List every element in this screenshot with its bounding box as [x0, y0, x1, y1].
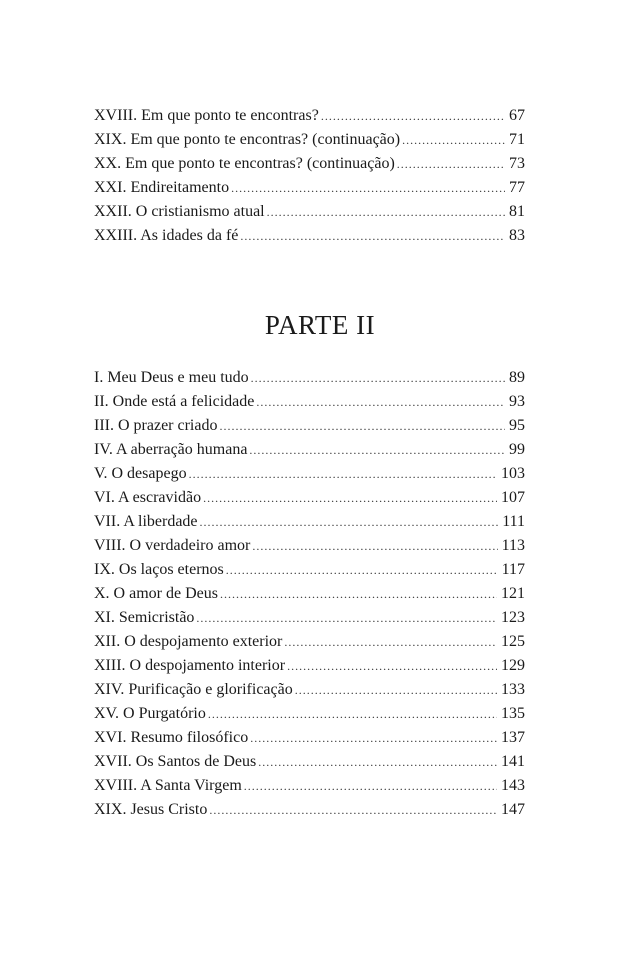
toc-entry	[94, 654, 525, 678]
dot-leader	[231, 176, 505, 200]
toc-entry	[94, 414, 525, 438]
toc-entry-page-number: 107	[501, 489, 525, 506]
toc-entry-page-number: 129	[501, 657, 525, 674]
toc-entry-title: XVIII. Em que ponto te encontras?	[94, 107, 319, 124]
toc-entry-page-number: 103	[501, 465, 525, 482]
toc-entry-title: VI. A escravidão	[94, 489, 202, 506]
dot-leader	[250, 726, 497, 750]
dot-leader	[196, 606, 497, 630]
toc-entry-title: XXIII. As idades da fé	[94, 227, 239, 244]
toc-entry	[94, 534, 525, 558]
toc-entry	[94, 200, 525, 224]
part-heading: PARTE II	[264, 310, 376, 340]
toc-entry	[94, 630, 525, 654]
dot-leader	[258, 750, 497, 774]
toc-entry-page-number: 111	[502, 513, 525, 530]
toc-entry-title: XI. Semicristão	[94, 609, 195, 626]
toc-entry-title: XVII. Os Santos de Deus	[94, 753, 257, 770]
toc-entry-page-number: 93	[509, 393, 525, 410]
dot-leader	[252, 534, 497, 558]
toc-entry	[94, 366, 525, 390]
toc-entry-title: VIII. O verdadeiro amor	[94, 537, 251, 554]
toc-entry	[94, 128, 525, 152]
toc-entry	[94, 678, 525, 702]
toc-entry-page-number: 99	[509, 441, 525, 458]
toc-entry-page-number: 147	[501, 801, 525, 818]
toc-entry	[94, 462, 525, 486]
toc-entry-title: XX. Em que ponto te encontras? (continuação)	[94, 155, 395, 172]
toc-entry-title: XII. O despojamento exterior	[94, 633, 283, 650]
toc-entry	[94, 510, 525, 534]
toc-entry	[94, 390, 525, 414]
toc-entry-page-number: 95	[509, 417, 525, 434]
dot-leader	[203, 486, 497, 510]
toc-entry	[94, 726, 525, 750]
toc-entry-page-number: 143	[501, 777, 525, 794]
toc-entry	[94, 750, 525, 774]
toc-list-part2	[94, 366, 525, 822]
toc-entry-title: XIII. O despojamento interior	[94, 657, 286, 674]
dot-leader	[220, 582, 497, 606]
toc-entry	[94, 176, 525, 200]
toc-entry-title: XIX. Em que ponto te encontras? (continuação)	[94, 131, 401, 148]
dot-leader	[208, 702, 497, 726]
toc-entry	[94, 582, 525, 606]
toc-entry-title: X. O amor de Deus	[94, 585, 218, 602]
toc-entry	[94, 104, 525, 128]
toc-entry-page-number: 83	[509, 227, 525, 244]
dot-leader	[226, 558, 498, 582]
dot-leader	[209, 798, 497, 822]
toc-entry-page-number: 67	[509, 107, 525, 124]
toc-entry	[94, 152, 525, 176]
toc-entry-page-number: 123	[501, 609, 525, 626]
dot-leader	[240, 224, 505, 248]
toc-entry-page-number: 71	[509, 131, 525, 148]
dot-leader	[244, 774, 497, 798]
toc-entry	[94, 702, 525, 726]
toc-entry-title: I. Meu Deus e meu tudo	[94, 369, 249, 386]
dot-leader	[397, 152, 505, 176]
toc-entry-title: XV. O Purgatório	[94, 705, 206, 722]
toc-entry-page-number: 73	[509, 155, 525, 172]
toc-list-part1-continued	[94, 104, 525, 248]
toc-entry-title: XIX. Jesus Cristo	[94, 801, 208, 818]
toc-entry	[94, 558, 525, 582]
dot-leader	[402, 128, 505, 152]
toc-entry-title: VII. A liberdade	[94, 513, 198, 530]
toc-entry-page-number: 117	[501, 561, 525, 578]
toc-entry-page-number: 141	[501, 753, 525, 770]
toc-entry-title: XVI. Resumo filosófico	[94, 729, 249, 746]
dot-leader	[256, 390, 505, 414]
dot-leader	[295, 678, 497, 702]
dot-leader	[200, 510, 499, 534]
toc-entry	[94, 798, 525, 822]
toc-entry-page-number: 125	[501, 633, 525, 650]
toc-entry-page-number: 81	[509, 203, 525, 220]
toc-entry-page-number: 135	[501, 705, 525, 722]
toc-entry	[94, 774, 525, 798]
dot-leader	[249, 438, 505, 462]
dot-leader	[321, 104, 505, 128]
toc-entry-page-number: 77	[509, 179, 525, 196]
toc-entry-page-number: 113	[501, 537, 525, 554]
dot-leader	[267, 200, 505, 224]
toc-entry-page-number: 137	[501, 729, 525, 746]
toc-entry-page-number: 89	[509, 369, 525, 386]
toc-entry-page-number: 121	[501, 585, 525, 602]
toc-entry-title: IX. Os laços eternos	[94, 561, 224, 578]
dot-leader	[251, 366, 505, 390]
dot-leader	[219, 414, 505, 438]
toc-entry-page-number: 133	[501, 681, 525, 698]
dot-leader	[189, 462, 497, 486]
toc-entry-title: IV. A aberração humana	[94, 441, 248, 458]
toc-entry-title: XVIII. A Santa Virgem	[94, 777, 242, 794]
toc-entry-title: XXI. Endireitamento	[94, 179, 230, 196]
toc-entry	[94, 438, 525, 462]
toc-entry-title: II. Onde está a felicidade	[94, 393, 255, 410]
toc-entry-title: V. O desapego	[94, 465, 187, 482]
toc-entry	[94, 486, 525, 510]
toc-entry-title: III. O prazer criado	[94, 417, 218, 434]
toc-entry-title: XXII. O cristianismo atual	[94, 203, 265, 220]
dot-leader	[287, 654, 497, 678]
toc-entry-title: XIV. Purificação e glorificação	[94, 681, 293, 698]
dot-leader	[284, 630, 497, 654]
toc-entry	[94, 606, 525, 630]
toc-entry	[94, 224, 525, 248]
